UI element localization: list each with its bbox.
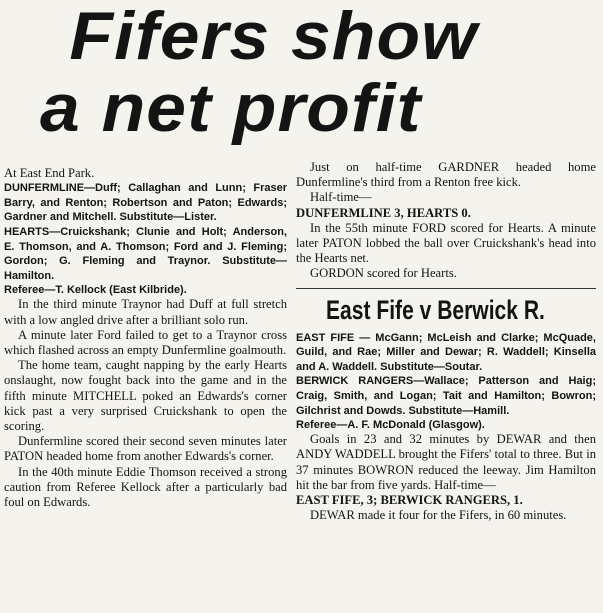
paragraph: A minute later Ford failed to get to a Traynor cross which flashed across an empty Dunfermline goalmouth. [4, 327, 287, 357]
paragraph: GORDON scored for Hearts. [310, 266, 457, 281]
east-fife-lineup: EAST FIFE — McGann; McLeish and Clarke; McQuade, Guild, and Rae; Miller and Dewar; R. Waddell; Kinsella and A. Waddell. Substitute—Soutar. [296, 331, 596, 373]
section-subhead: East Fife v Berwick R. [326, 294, 545, 325]
paragraph: Just on half-time GARDNER headed home Dunfermline's third from a Renton free kick. [296, 160, 596, 190]
referee-line: Referee—A. F. McDonald (Glasgow). [296, 419, 485, 432]
right-column [296, 160, 596, 523]
headline-line-1: Fifers show [69, 0, 478, 74]
berwick-lineup: BERWICK RANGERS—Wallace; Patterson and Haig; Craig, Smith, and Logan; Tait and Hamilton; Bowron; Gilchrist and Dowds. Substitute—Hamill. [296, 375, 596, 417]
paragraph: Dunfermline scored their second seven minutes later PATON headed home from another Edwards's corner. [4, 434, 287, 464]
halftime-score: DUNFERMLINE 3, HEARTS 0. [296, 205, 471, 220]
paragraph: DEWAR made it four for the Fifers, in 60 minutes. [310, 508, 567, 523]
left-column [4, 166, 287, 510]
paragraph: In the 40th minute Eddie Thomson received a strong caution from Referee Kellock after a particularly bad foul on Edwards. [4, 464, 287, 509]
final-score: EAST FIFE, 3; BERWICK RANGERS, 1. [296, 493, 523, 507]
headline [40, 0, 603, 144]
halftime-label: Half-time— [310, 190, 372, 205]
dunfermline-lineup: DUNFERMLINE—Duff; Callaghan and Lunn; Fraser Barry, and Renton; Robertson and Paton; Edwards; Gardner and Mitchell. Substitute—Lister. [4, 182, 287, 224]
hearts-lineup: HEARTS—Cruickshank; Clunie and Holt; Anderson, E. Thomson, and A. Thomson; Ford and J. Fleming; Gordon; G. Fleming and Traynor. Substitute—Hamilton. [4, 225, 287, 282]
paragraph: The home team, caught napping by the early Hearts onslaught, now fought back into the game and in the fifth minute MITCHELL poked an Edwards's corner kick past a very surprised Cruickshank to open the scoring. [4, 358, 287, 433]
headline-line-2: a net profit [40, 70, 422, 146]
venue: At East End Park. [4, 166, 95, 180]
paragraph: Goals in 23 and 32 minutes by DEWAR and then ANDY WADDELL brought the Fifers' total to three. But in 37 minutes BOWRON reduced the leeway. Jim Hamilton hit the bar from five yards. Half-time— [296, 432, 596, 492]
paragraph: In the third minute Traynor had Duff at full stretch with a low angled drive after a brilliant solo run. [4, 297, 287, 327]
referee-line: Referee—T. Kellock (East Kilbride). [4, 284, 187, 297]
section-divider [296, 288, 596, 293]
paragraph: In the 55th minute FORD scored for Hearts. A minute later PATON lobbed the ball over Cruickshank's head into the Hearts net. [296, 220, 596, 266]
